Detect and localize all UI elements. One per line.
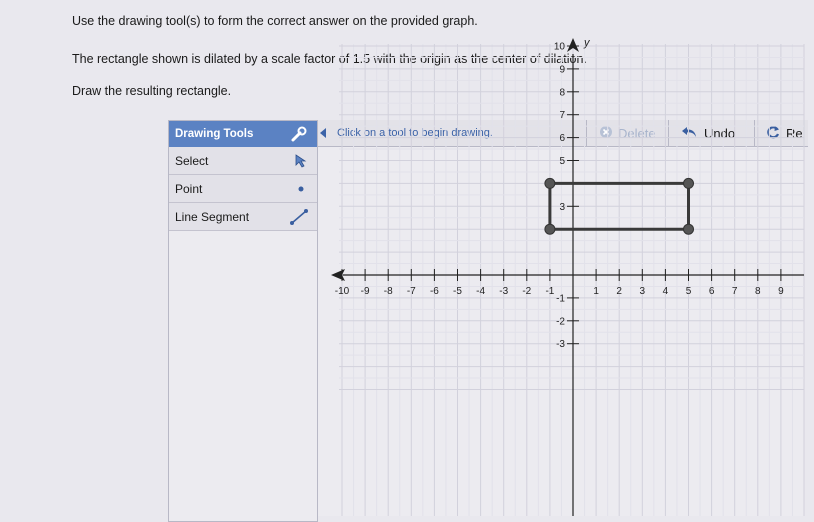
delete-button[interactable]	[586, 120, 668, 146]
x-tick-label: 1	[593, 286, 599, 297]
question-line-3: Draw the resulting rectangle.	[72, 84, 232, 98]
x-tick-label: -1	[545, 286, 555, 297]
y-tick-label: 5	[559, 156, 565, 167]
x-tick-label: 4	[662, 286, 669, 297]
x-tick-label: -3	[499, 286, 509, 297]
x-tick-label: -4	[476, 286, 486, 297]
x-tick-label: 9	[778, 286, 784, 297]
y-tick-label: 9	[559, 64, 565, 76]
x-tick-label: -5	[453, 286, 462, 297]
x-tick-label: -9	[360, 286, 370, 297]
tool-select[interactable]	[169, 147, 317, 175]
toolbar-hint: Click on a tool to begin drawing.	[337, 127, 493, 139]
undo-button[interactable]	[668, 120, 754, 146]
delete-label: Delete	[618, 125, 656, 141]
tool-point[interactable]	[169, 175, 317, 203]
dot-icon	[293, 181, 309, 200]
redo-button[interactable]	[754, 120, 814, 146]
question-line-1: Use the drawing tool(s) to form the correct answer on the provided graph.	[72, 14, 478, 28]
y-tick-label: -1	[556, 293, 565, 305]
tool-line-segment[interactable]	[169, 203, 317, 231]
redo-label: Re	[786, 125, 803, 141]
drawing-tools-header	[169, 121, 317, 147]
y-tick-label: -2	[556, 316, 565, 328]
x-tick-label: -8	[383, 286, 393, 297]
x-tick-label: 3	[639, 286, 646, 297]
y-tick-label: 3	[559, 201, 565, 213]
y-axis-label: y	[584, 37, 590, 49]
tool-select-label: Select	[175, 153, 209, 168]
drawing-tools-panel	[168, 120, 318, 522]
x-tick-label: -6	[429, 286, 439, 297]
rectangle-vertex	[684, 224, 694, 234]
x-tick-label: -2	[522, 286, 532, 297]
rectangle-vertex	[684, 178, 694, 188]
drawing-tools-title: Drawing Tools	[175, 128, 254, 140]
y-tick-label: 7	[559, 110, 565, 122]
y-tick-label: 10	[553, 41, 565, 53]
x-tick-label: 6	[708, 286, 715, 297]
rectangle-vertex	[545, 224, 555, 234]
undo-label: Undo	[704, 125, 736, 141]
x-tick-label: -10	[334, 286, 350, 297]
wrench-icon	[291, 126, 307, 145]
tool-point-label: Point	[175, 181, 203, 196]
tool-line-segment-label: Line Segment	[175, 209, 250, 224]
y-tick-label: -3	[556, 339, 565, 351]
x-tick-label: 7	[731, 286, 738, 297]
y-tick-label: 6	[559, 133, 565, 145]
delete-icon	[599, 125, 618, 142]
y-tick-label: 8	[559, 87, 565, 99]
x-tick-label: 8	[755, 286, 761, 297]
x-tick-label: 5	[685, 286, 692, 297]
segment-icon	[289, 209, 309, 228]
rectangle-vertex	[545, 178, 555, 188]
x-tick-label: -7	[406, 286, 416, 297]
x-tick-label: 2	[616, 286, 622, 297]
pointer-icon	[293, 153, 309, 172]
question-line-2: The rectangle shown is dilated by a scale factor of 1.5 with the origin as the center of dilation.	[72, 52, 587, 66]
collapse-arrow-icon[interactable]	[318, 127, 328, 142]
